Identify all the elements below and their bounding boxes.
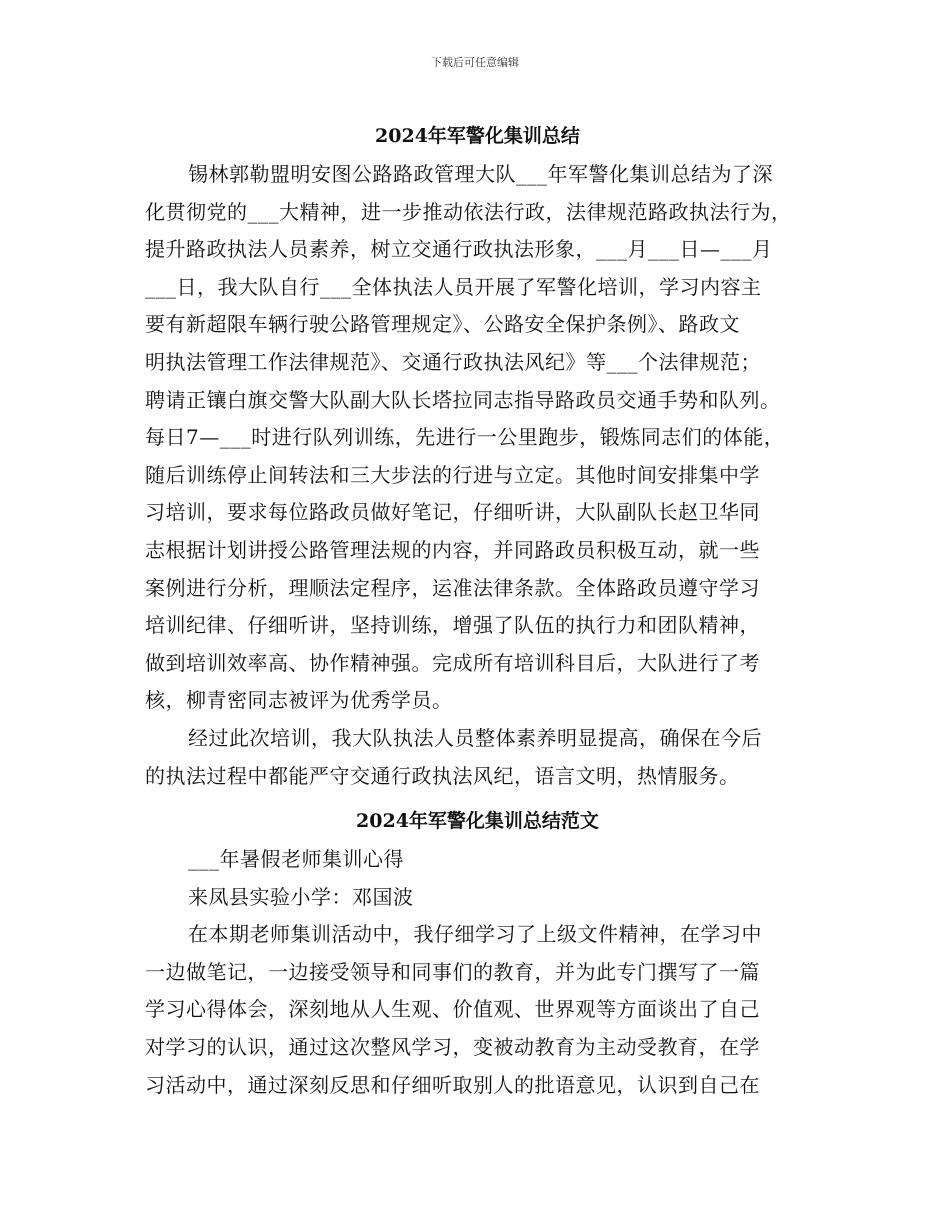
text-line: 的执法过程中都能严守交通行政执法风纪，语言文明，热情服务。 <box>145 763 740 788</box>
section1-paragraph-1 <box>145 156 810 720</box>
text-line: 习活动中，通过深刻反思和仔细听取别人的批语意见，认识到自己在 <box>145 1072 760 1097</box>
text-line: 锡林郭勒盟明安图公路路政管理大队___年军警化集训总结为了深 <box>188 162 773 186</box>
text-line: 随后训练停止间转法和三大步法的行进与立定。其他时间安排集中学 <box>145 462 760 487</box>
text-line: 核，柳青密同志被评为优秀学员。 <box>145 688 453 713</box>
section2-paragraph-1 <box>145 916 810 1104</box>
section1-paragraph-2 <box>145 720 810 795</box>
text-line: 做到培训效率高、协作精神强。完成所有培训科目后，大队进行了考 <box>145 650 760 675</box>
header-note: 下载后可任意编辑 <box>431 56 519 69</box>
text-line: 每日7—___时进行队列训练，先进行一公里跑步，锻炼同志们的体能， <box>145 425 785 450</box>
text-line: ___日，我大队自行___全体执法人员开展了军警化培训，学习内容主 <box>145 274 762 299</box>
text-line: 培训纪律、仔细听讲，坚持训练，增强了队伍的执行力和团队精神， <box>145 613 760 638</box>
text-line: 习培训，要求每位路政员做好笔记，仔细听讲，大队副队长赵卫华同 <box>145 500 760 525</box>
text-line: 在本期老师集训活动中，我仔细学习了上级文件精神，在学习中 <box>188 922 762 947</box>
text-line: 明执法管理工作法律规范》、交通行政执法风纪》等___个法律规范； <box>145 349 761 374</box>
section2-title: 2024年军警化集训总结范文 <box>356 810 599 833</box>
text-line: 学习心得体会，深刻地从人生观、价值观、世界观等方面谈出了自己 <box>145 997 760 1022</box>
text-line: 要有新超限车辆行驶公路管理规定》、公路安全保护条例》、路政文 <box>145 312 740 337</box>
text-line: 一边做笔记，一边接受领导和同事们的教育，并为此专门撰写了一篇 <box>145 959 760 984</box>
text-line: 化贯彻党的___大精神，进一步推动依法行政，法律规范路政执法行为， <box>145 199 792 224</box>
section2-subtitle: ___年暑假老师集训心得 <box>188 847 404 872</box>
text-line: 经过此次培训，我大队执法人员整体素养明显提高，确保在今后 <box>188 725 762 750</box>
section2-author: 来凤县实验小学：邓国波 <box>188 884 414 909</box>
text-line: 提升路政执法人员素养，树立交通行政执法形象，___月___日—___月 <box>145 237 773 262</box>
text-line: 聘请正镶白旗交警大队副大队长塔拉同志指导路政员交通手势和队列。 <box>145 387 781 412</box>
text-line: 对学习的认识，通过这次整风学习，变被动教育为主动受教育，在学 <box>145 1035 760 1060</box>
text-line: 案例进行分析，理顺法定程序，运准法律条款。全体路政员遵守学习 <box>145 575 760 600</box>
section1-title: 2024年军警化集训总结 <box>375 125 580 147</box>
text-line: 志根据计划讲授公路管理法规的内容，并同路政员积极互动，就一些 <box>145 537 760 562</box>
document-body <box>145 118 810 1104</box>
